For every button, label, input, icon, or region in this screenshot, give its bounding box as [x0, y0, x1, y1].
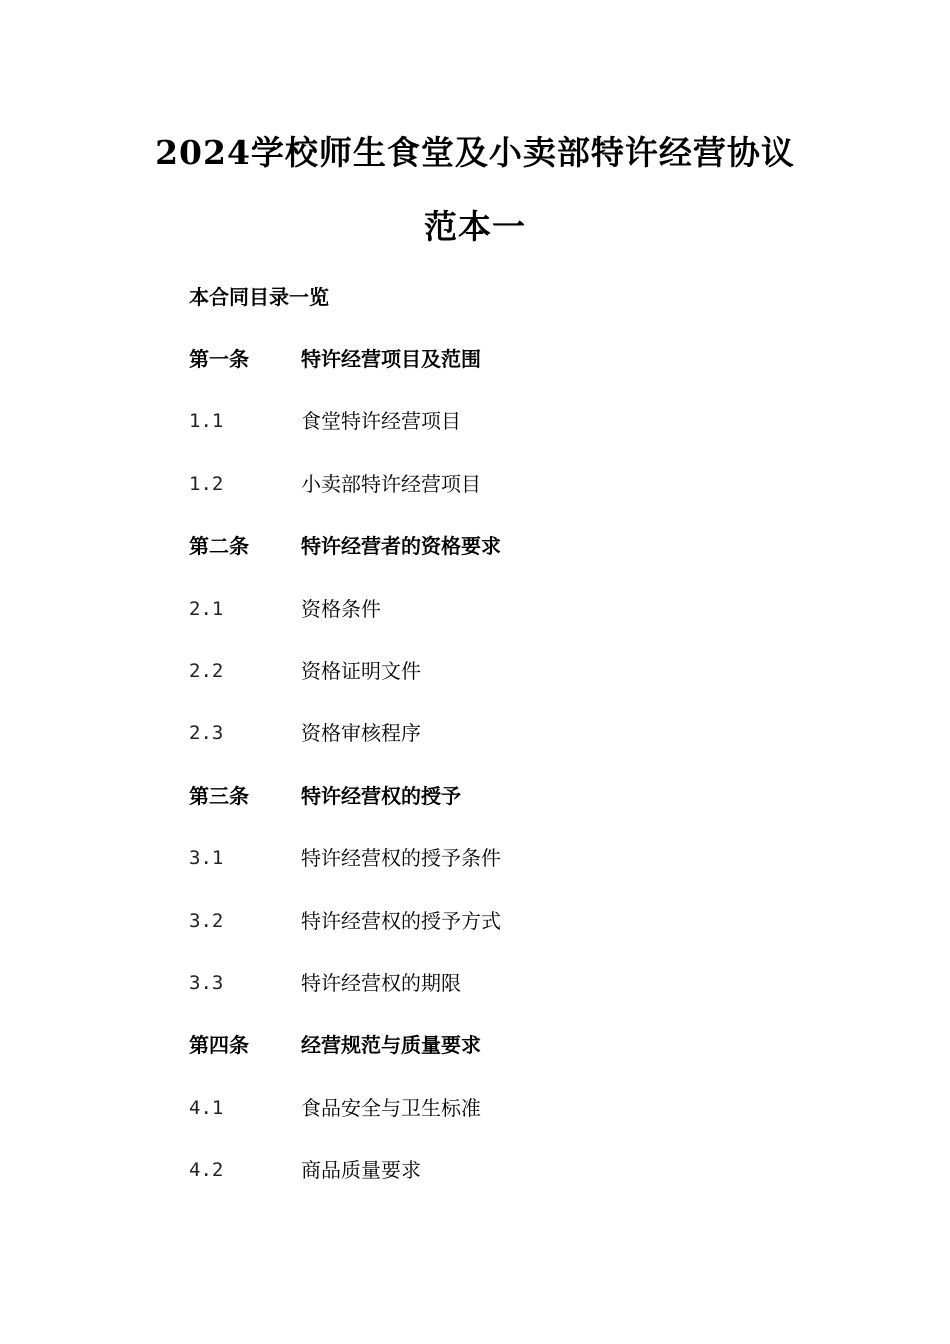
toc-entry-text: 特许经营项目及范围	[301, 347, 481, 371]
toc-entry-number: 3.2	[189, 909, 224, 932]
toc-entry	[189, 1094, 789, 1156]
toc-entry-number: 3.1	[189, 847, 224, 870]
document-subtitle: 范本一	[424, 207, 526, 246]
toc-entry-text: 特许经营权的期限	[301, 970, 461, 995]
toc-entry	[189, 407, 789, 469]
toc-entry-number: 4.1	[189, 1096, 224, 1119]
toc-entry-number: 2.2	[189, 659, 224, 682]
toc-entry-number: 第三条	[189, 783, 249, 808]
toc-entry	[189, 657, 789, 719]
toc-entry-text: 特许经营权的授予	[301, 783, 461, 808]
toc-entry-number: 2.3	[189, 722, 224, 745]
toc-entry	[189, 470, 789, 532]
toc-entry-text: 商品质量要求	[301, 1158, 421, 1183]
toc-entry	[189, 844, 789, 906]
toc-entry-text: 资格审核程序	[301, 721, 421, 746]
toc-entry	[189, 1031, 789, 1093]
toc-entry	[189, 782, 789, 844]
document-title: 2024学校师生食堂及小卖部特许经营协议	[155, 133, 795, 172]
toc-entry-text: 食堂特许经营项目	[301, 409, 461, 434]
toc-entry	[189, 719, 789, 781]
toc-entry-number: 4.2	[189, 1159, 224, 1182]
toc-entry	[189, 595, 789, 657]
toc-entry	[189, 532, 789, 594]
toc-entry	[189, 1156, 789, 1218]
toc-entry-text: 资格证明文件	[301, 658, 421, 683]
toc-entry	[189, 969, 789, 1031]
toc-entry-number: 3.3	[189, 971, 224, 994]
toc-entry-number: 第四条	[189, 1033, 249, 1058]
toc-entry-number: 1.2	[189, 472, 224, 495]
toc-entry	[189, 345, 789, 407]
toc-entry-number: 第二条	[189, 534, 249, 559]
toc-entry-text: 食品安全与卫生标准	[301, 1095, 481, 1120]
toc-entry-text: 特许经营权的授予条件	[301, 846, 501, 871]
toc-entry-text: 经营规范与质量要求	[301, 1033, 481, 1058]
toc-entry	[189, 907, 789, 969]
toc-heading: 本合同目录一览	[189, 285, 329, 309]
toc-entry-text: 资格条件	[301, 596, 381, 621]
toc-entry-text: 小卖部特许经营项目	[301, 471, 481, 496]
toc-entry-number: 第一条	[189, 347, 249, 371]
toc-entry-number: 2.1	[189, 597, 224, 620]
toc-entry-text: 特许经营者的资格要求	[301, 534, 501, 559]
table-of-contents	[189, 345, 789, 1218]
toc-entry-number: 1.1	[189, 410, 224, 433]
toc-entry-text: 特许经营权的授予方式	[301, 908, 501, 933]
